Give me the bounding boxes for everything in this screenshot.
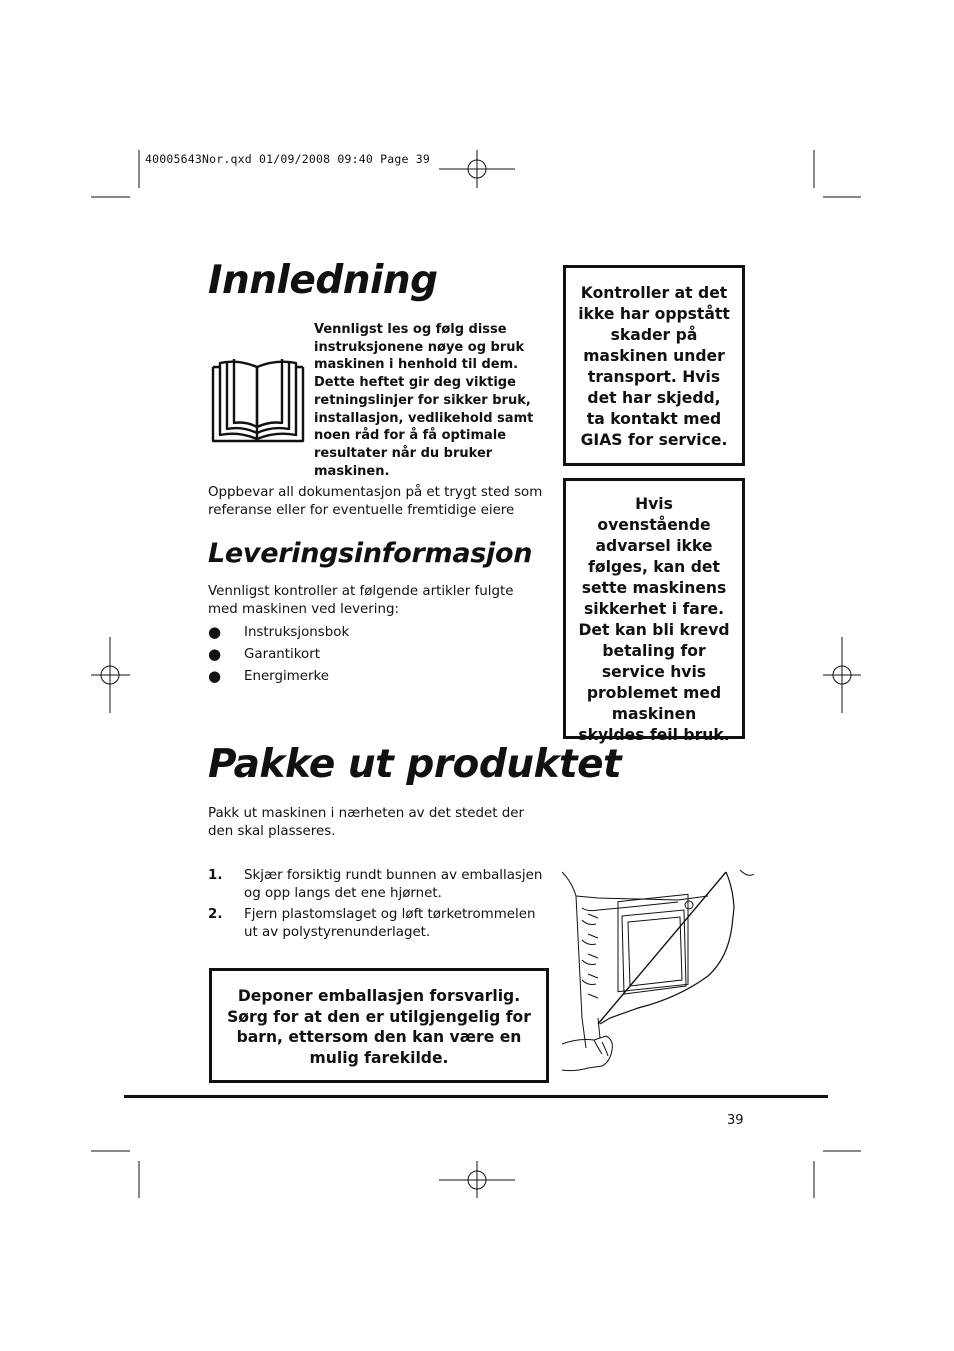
page-number: 39 [727,1113,744,1128]
packaging-disposal-warning: Deponer emballasjen forsvarlig. Sørg for at den er utilgjengelig for barn, ettersom den kan være en mulig farekilde. [209,968,549,1083]
intro-instructions: Vennligst les og følg disse instruksjonene nøye og bruk maskinen i henhold til dem. Dette heftet gir deg viktige retningslinjer for sikker bruk, installasjon, vedlikehold samt noen råd for å få optimale resultater når du bruker maskinen. [314,322,534,479]
warranty-warning-box: Hvis ovenstående advarsel ikke følges, kan det sette maskinens sikkerhet i fare. Det kan bli krevd betaling for service hvis problemet med maskinen skyldes feil bruk. [563,478,745,739]
damage-check-box: Kontroller at det ikke har oppstått skader på maskinen under transport. Hvis det har skjedd, ta kontakt med GIAS for service. [563,265,745,466]
step-item: 2. Fjern plastomslaget og løft tørketrommelen ut av polystyrenunderlaget. [208,907,536,940]
list-item: ● Energimerke [208,667,329,685]
bottom-rule [124,1095,828,1098]
unpack-intro: Pakk ut maskinen i nærheten av det stedet der den skal plasseres. [208,806,525,839]
list-item: ● Instruksjonsbok [208,623,350,641]
print-slug: 40005643Nor.qxd 01/09/2008 09:40 Page 39 [145,152,430,166]
heading-innledning: Innledning [208,258,438,303]
delivery-list [208,621,528,687]
step-item: 1. Skjær forsiktig rundt bunnen av emballasjen og opp langs det ene hjørnet. [208,868,543,901]
unpacking-illustration [558,868,762,1080]
heading-pakke-ut: Pakke ut produktet [208,742,622,787]
list-item: ● Garantikort [208,645,320,663]
heading-leveringsinformasjon: Leveringsinformasjon [208,538,533,569]
delivery-intro: Vennligst kontroller at følgende artikler fulgte med maskinen ved levering: [208,584,514,617]
bullet-icon: ● [208,645,222,663]
bullet-icon: ● [208,623,222,641]
bullet-icon: ● [208,667,222,685]
intro-documentation-text: Oppbevar all dokumentasjon på et trygt sted som referanse eller for eventuelle fremtidige eiere [208,485,543,518]
unpack-steps [208,867,553,945]
book-icon [210,357,306,445]
